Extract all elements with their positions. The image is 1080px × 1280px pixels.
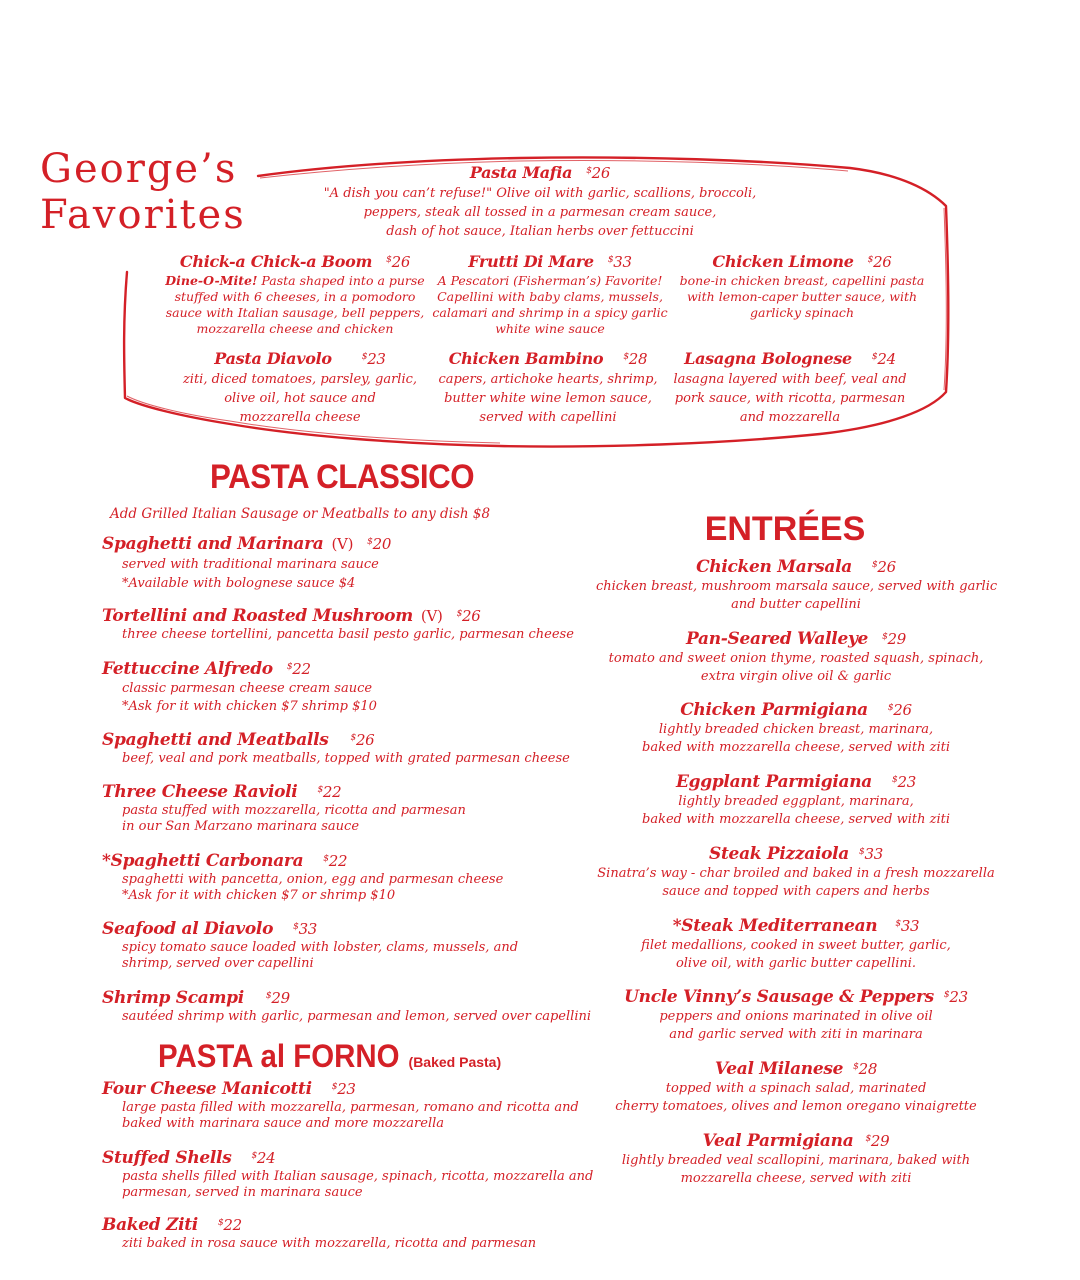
menu-item xyxy=(102,848,602,904)
menu-item xyxy=(596,626,996,686)
item-name: Veal Milanese xyxy=(714,1058,844,1079)
item-description: bone-in chicken breast, capellini pasta with lemon-caper butter sauce, with garlicky spinach xyxy=(679,273,925,320)
item-price: $22 xyxy=(323,851,348,870)
item-description: pasta shells filled with Italian sausage, spinach, ricotta, mozzarella and parmesan, served in marinara sauce xyxy=(122,1168,594,1200)
item-name: Uncle Vinny’s Sausage & Peppers xyxy=(624,986,934,1007)
item-description: lightly breaded veal scallopini, marinara, baked with mozzarella cheese, served with ziti xyxy=(621,1152,971,1186)
menu-item xyxy=(102,1145,602,1201)
item-description: "A dish you can’t refuse!" Olive oil with garlic, scallions, broccoli, peppers, steak all tossed in a parmesan cream sauce, dash of hot sauce, Italian herbs over fettuccini xyxy=(323,186,757,239)
item-description: Sinatra’s way - char broiled and baked in a fresh mozzarella sauce and topped with capers and herbs xyxy=(597,865,995,899)
item-description: chicken breast, mushroom marsala sauce, served with garlic and butter capellini xyxy=(596,578,998,612)
item-description: served with traditional marinara sauce *Available with bolognese sauce $4 xyxy=(122,556,379,591)
item-price: $33 xyxy=(895,916,920,935)
pasta-classico-heading: PASTA CLASSICO xyxy=(210,458,475,496)
item-name: Tortellini and Roasted Mushroom xyxy=(102,605,413,626)
item-price: $26 xyxy=(586,164,611,182)
favorite-item xyxy=(160,252,430,337)
item-name: Stuffed Shells xyxy=(102,1147,232,1168)
menu-item xyxy=(102,1076,602,1132)
item-description: Dine-O-Mite! Pasta shaped into a purse stuffed with 6 cheeses, in a pomodoro sauce with Italian sausage, bell peppers, mozzarella cheese and chicken xyxy=(165,273,425,336)
favorite-item xyxy=(418,349,678,427)
item-name: Eggplant Parmigiana xyxy=(676,771,873,792)
item-description: large pasta filled with mozzarella, parmesan, romano and ricotta and baked with marinara sauce and more mozzarella xyxy=(122,1099,579,1131)
menu-item xyxy=(596,554,996,614)
menu-item xyxy=(596,841,996,901)
item-name: Pasta Mafia xyxy=(469,163,573,182)
item-name: Chicken Parmigiana xyxy=(680,699,868,720)
item-price: $28 xyxy=(623,350,648,368)
entrees-heading: ENTRÉES xyxy=(704,510,866,548)
menu-item xyxy=(102,603,602,643)
item-price: $24 xyxy=(871,350,896,368)
item-name: Chicken Bambino xyxy=(448,349,604,368)
item-name: *Steak Mediterranean xyxy=(672,915,878,936)
item-description: spaghetti with pancetta, onion, egg and parmesan cheese *Ask for it with chicken $7 or shrimp $10 xyxy=(122,871,504,903)
favorite-item xyxy=(650,349,930,427)
item-description: A Pescatori (Fisherman’s) Favorite! Capellini with baby clams, mussels, calamari and shrimp in a spicy garlic white wine sauce xyxy=(432,273,668,336)
item-name: Seafood al Diavolo xyxy=(102,918,274,939)
item-description: sautéed shrimp with garlic, parmesan and lemon, served over capellini xyxy=(122,1008,592,1024)
menu-item xyxy=(102,656,602,716)
menu-item xyxy=(596,913,996,973)
item-description: classic parmesan cheese cream sauce *Ask for it with chicken $7 shrimp $10 xyxy=(122,680,377,714)
item-name: Chicken Marsala xyxy=(696,556,852,577)
item-description: lightly breaded chicken breast, marinara, baked with mozzarella cheese, served with ziti xyxy=(642,721,950,755)
favorite-item xyxy=(672,252,932,321)
menu-item xyxy=(102,985,602,1025)
item-price: $23 xyxy=(943,987,968,1006)
item-price: $26 xyxy=(386,253,411,271)
favorite-item xyxy=(320,163,760,241)
vegetarian-tag: (V) xyxy=(420,606,443,625)
vegetarian-tag: (V) xyxy=(331,534,354,553)
item-price: $22 xyxy=(217,1215,242,1234)
favorites-title xyxy=(40,146,270,238)
item-price: $26 xyxy=(350,730,375,749)
menu-item xyxy=(596,769,996,829)
item-description: lasagna layered with beef, veal and pork sauce, with ricotta, parmesan and mozzarella xyxy=(673,372,907,425)
menu-item xyxy=(102,779,602,835)
menu-item xyxy=(596,984,996,1044)
item-price: $28 xyxy=(853,1059,878,1078)
item-name: *Spaghetti Carbonara xyxy=(102,850,304,871)
item-name: Veal Parmigiana xyxy=(702,1130,854,1151)
item-name: Pasta Diavolo xyxy=(214,349,332,368)
menu-item xyxy=(102,727,602,767)
item-price: $26 xyxy=(887,700,912,719)
item-name: Chicken Limone xyxy=(712,252,854,271)
menu-item xyxy=(596,697,996,757)
menu-item xyxy=(102,531,602,593)
menu-item xyxy=(596,1056,996,1116)
menu-item xyxy=(596,1128,996,1188)
item-description: three cheese tortellini, pancetta basil pesto garlic, parmesan cheese xyxy=(122,626,574,642)
item-price: $26 xyxy=(871,557,896,576)
item-description: spicy tomato sauce loaded with lobster, clams, mussels, and shrimp, served over capellini xyxy=(122,939,519,971)
item-description: lightly breaded eggplant, marinara, baked with mozzarella cheese, served with ziti xyxy=(642,793,950,827)
favorites-title-line2: Favorites xyxy=(40,192,246,238)
item-name: Chick-a Chick-a Boom xyxy=(179,252,373,271)
item-description: filet medallions, cooked in sweet butter, garlic, olive oil, with garlic butter capellini. xyxy=(641,937,951,971)
menu-item xyxy=(102,1212,602,1252)
item-price: $33 xyxy=(607,253,632,271)
item-name: Fettuccine Alfredo xyxy=(102,658,273,679)
menu-item xyxy=(102,916,602,972)
item-description: beef, veal and pork meatballs, topped with grated parmesan cheese xyxy=(122,750,570,766)
item-name: Four Cheese Manicotti xyxy=(102,1078,312,1099)
item-price: $33 xyxy=(859,844,883,863)
item-name: Lasagna Bolognese xyxy=(684,349,852,368)
favorite-item xyxy=(170,349,430,427)
item-price: $33 xyxy=(293,919,318,938)
favorites-title-line1: George’s xyxy=(40,146,238,192)
item-price: $22 xyxy=(286,659,311,678)
item-price: $23 xyxy=(892,772,916,791)
item-description: pasta stuffed with mozzarella, ricotta and parmesan in our San Marzano marinara sauce xyxy=(122,802,466,834)
pasta-classico-note: Add Grilled Italian Sausage or Meatballs to any dish $8 xyxy=(110,506,491,522)
item-description: ziti, diced tomatoes, parsley, garlic, olive oil, hot sauce and mozzarella cheese xyxy=(182,372,418,425)
item-name: Shrimp Scampi xyxy=(102,987,244,1008)
item-price: $29 xyxy=(265,988,290,1007)
item-price: $26 xyxy=(867,253,892,271)
item-description: topped with a spinach salad, marinated cherry tomatoes, olives and lemon oregano vinaigrette xyxy=(615,1080,977,1114)
item-price: $22 xyxy=(317,782,342,801)
item-price: $29 xyxy=(865,1131,890,1150)
item-description: ziti baked in rosa sauce with mozzarella, ricotta and parmesan xyxy=(122,1235,537,1251)
item-name: Spaghetti and Marinara xyxy=(102,533,324,554)
pasta-al-forno-header xyxy=(158,1038,501,1075)
item-name: Frutti Di Mare xyxy=(468,252,594,271)
item-name: Pan-Seared Walleye xyxy=(685,628,869,649)
pasta-al-forno-heading: PASTA al FORNO xyxy=(158,1038,400,1074)
item-price: $29 xyxy=(882,629,907,648)
item-price: $23 xyxy=(331,1079,356,1098)
item-price: $24 xyxy=(251,1148,276,1167)
item-price: $26 xyxy=(456,606,481,625)
item-name: Spaghetti and Meatballs xyxy=(102,729,329,750)
item-name: Three Cheese Ravioli xyxy=(102,781,298,802)
item-price: $20 xyxy=(367,534,392,553)
item-name: Steak Pizzaiola xyxy=(709,843,850,864)
item-description: peppers and onions marinated in olive oil and garlic served with ziti in marinara xyxy=(659,1008,933,1042)
item-name: Baked Ziti xyxy=(102,1214,198,1235)
favorite-item xyxy=(420,252,680,337)
pasta-al-forno-subheading: (Baked Pasta) xyxy=(408,1054,502,1070)
item-description: tomato and sweet onion thyme, roasted squash, spinach, extra virgin olive oil & garlic xyxy=(608,650,984,684)
item-description: capers, artichoke hearts, shrimp, butter white wine lemon sauce, served with capellini xyxy=(438,372,658,425)
item-price: $23 xyxy=(361,350,386,368)
